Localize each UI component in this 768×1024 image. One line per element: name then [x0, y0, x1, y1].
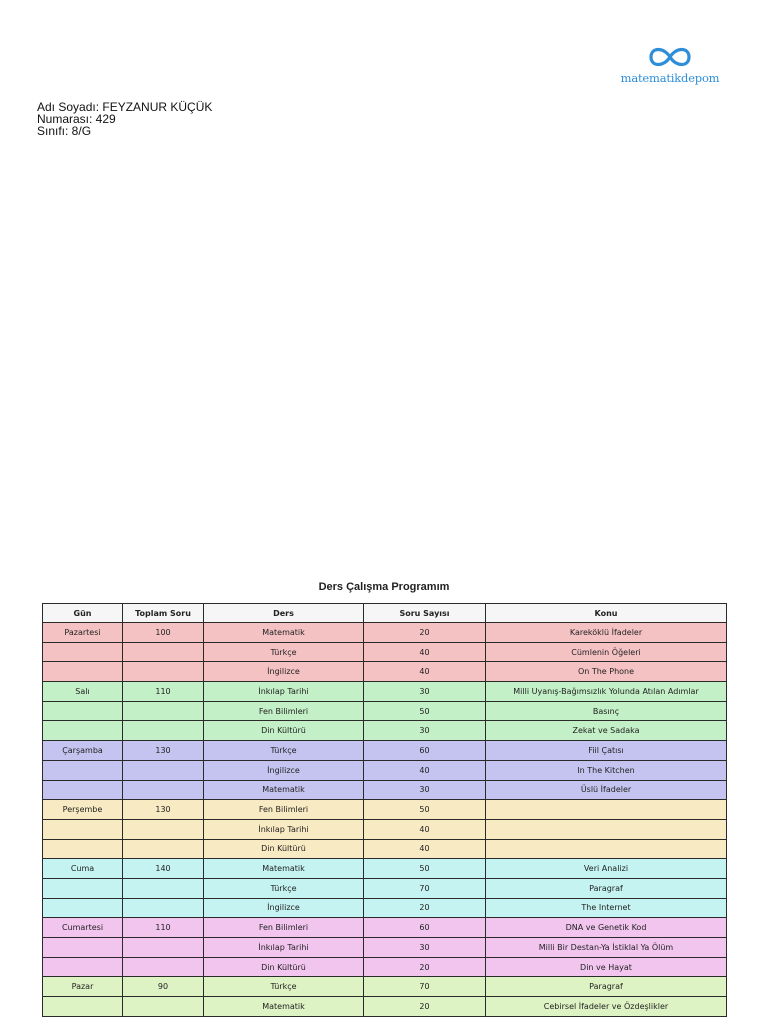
table-row	[42, 918, 727, 938]
cell-lesson: Matematik	[204, 781, 364, 801]
cell-count: 70	[364, 879, 486, 899]
cell-lesson: Fen Bilimleri	[204, 702, 364, 722]
cell-day	[42, 702, 123, 722]
cell-topic: Cümlenin Öğeleri	[486, 643, 727, 663]
student-number: Numarası: 429	[37, 112, 116, 126]
cell-total: 100	[123, 623, 204, 643]
study-schedule-table	[42, 603, 727, 1017]
cell-total	[123, 997, 204, 1017]
cell-total	[123, 899, 204, 919]
cell-total	[123, 761, 204, 781]
cell-count: 60	[364, 918, 486, 938]
cell-topic: Paragraf	[486, 879, 727, 899]
cell-day	[42, 820, 123, 840]
cell-topic: Veri Analizi	[486, 859, 727, 879]
cell-topic: Kareköklü İfadeler	[486, 623, 727, 643]
cell-lesson: Matematik	[204, 859, 364, 879]
cell-topic	[486, 800, 727, 820]
table-row	[42, 879, 727, 899]
table-row	[42, 761, 727, 781]
cell-day	[42, 662, 123, 682]
table-row	[42, 859, 727, 879]
cell-topic: Cebirsel İfadeler ve Özdeşlikler	[486, 997, 727, 1017]
cell-lesson: Matematik	[204, 997, 364, 1017]
cell-topic: Din ve Hayat	[486, 958, 727, 978]
cell-day: Salı	[42, 682, 123, 702]
table-row	[42, 741, 727, 761]
cell-total	[123, 702, 204, 722]
cell-topic: Paragraf	[486, 977, 727, 997]
table-row	[42, 958, 727, 978]
table-row	[42, 800, 727, 820]
cell-count: 70	[364, 977, 486, 997]
cell-count: 40	[364, 761, 486, 781]
cell-count: 20	[364, 899, 486, 919]
cell-count: 20	[364, 623, 486, 643]
cell-lesson: Türkçe	[204, 879, 364, 899]
table-row	[42, 938, 727, 958]
cell-total	[123, 840, 204, 860]
table-row	[42, 820, 727, 840]
header-topic: Konu	[486, 603, 727, 623]
student-name: Adı Soyadı: FEYZANUR KÜÇÜK	[37, 100, 213, 114]
cell-topic: Zekat ve Sadaka	[486, 721, 727, 741]
cell-day	[42, 643, 123, 663]
cell-lesson: Din Kültürü	[204, 840, 364, 860]
cell-count: 20	[364, 958, 486, 978]
cell-lesson: Türkçe	[204, 977, 364, 997]
student-info	[37, 101, 212, 137]
cell-day: Perşembe	[42, 800, 123, 820]
table-row	[42, 702, 727, 722]
cell-total	[123, 958, 204, 978]
cell-topic: Milli Bir Destan-Ya İstiklal Ya Ölüm	[486, 938, 727, 958]
cell-total	[123, 662, 204, 682]
cell-lesson: İngilizce	[204, 761, 364, 781]
logo-text: matematikdepom	[620, 71, 720, 85]
cell-lesson: Fen Bilimleri	[204, 800, 364, 820]
cell-total: 110	[123, 682, 204, 702]
cell-count: 30	[364, 938, 486, 958]
cell-total: 110	[123, 918, 204, 938]
cell-day	[42, 721, 123, 741]
cell-topic: Basınç	[486, 702, 727, 722]
cell-day: Cuma	[42, 859, 123, 879]
cell-total	[123, 938, 204, 958]
cell-day	[42, 761, 123, 781]
cell-day	[42, 997, 123, 1017]
cell-topic: Fiil Çatısı	[486, 741, 727, 761]
cell-total: 140	[123, 859, 204, 879]
cell-count: 30	[364, 682, 486, 702]
header-lesson: Ders	[204, 603, 364, 623]
cell-count: 50	[364, 800, 486, 820]
cell-lesson: Fen Bilimleri	[204, 918, 364, 938]
brand-logo	[620, 44, 720, 90]
cell-lesson: Matematik	[204, 623, 364, 643]
cell-lesson: İngilizce	[204, 662, 364, 682]
cell-lesson: Din Kültürü	[204, 721, 364, 741]
cell-total	[123, 643, 204, 663]
student-class: Sınıfı: 8/G	[37, 124, 92, 138]
cell-day	[42, 781, 123, 801]
table-header-row	[42, 603, 727, 623]
cell-count: 20	[364, 997, 486, 1017]
cell-count: 40	[364, 643, 486, 663]
table-row	[42, 662, 727, 682]
cell-total: 90	[123, 977, 204, 997]
table-row	[42, 997, 727, 1017]
cell-day: Pazar	[42, 977, 123, 997]
cell-day	[42, 879, 123, 899]
cell-count: 40	[364, 662, 486, 682]
table-row	[42, 643, 727, 663]
table-row	[42, 840, 727, 860]
schedule-title: Ders Çalışma Programım	[318, 581, 450, 593]
cell-topic: In The Kitchen	[486, 761, 727, 781]
cell-count: 40	[364, 820, 486, 840]
header-count: Soru Sayısı	[364, 603, 486, 623]
cell-lesson: İnkılap Tarihi	[204, 938, 364, 958]
cell-day	[42, 938, 123, 958]
cell-topic: Milli Uyanış-Bağımsızlık Yolunda Atılan Adımlar	[486, 682, 727, 702]
table-row	[42, 682, 727, 702]
table-row	[42, 623, 727, 643]
cell-total	[123, 879, 204, 899]
cell-day	[42, 840, 123, 860]
cell-topic	[486, 840, 727, 860]
cell-count: 40	[364, 840, 486, 860]
cell-day: Cumartesi	[42, 918, 123, 938]
header-day: Gün	[42, 603, 123, 623]
cell-lesson: İnkılap Tarihi	[204, 820, 364, 840]
header-total: Toplam Soru	[123, 603, 204, 623]
table-row	[42, 781, 727, 801]
cell-day: Pazartesi	[42, 623, 123, 643]
table-row	[42, 977, 727, 997]
cell-topic: On The Phone	[486, 662, 727, 682]
cell-topic: The Internet	[486, 899, 727, 919]
cell-total: 130	[123, 741, 204, 761]
table-row	[42, 721, 727, 741]
cell-lesson: Din Kültürü	[204, 958, 364, 978]
cell-topic: Üslü İfadeler	[486, 781, 727, 801]
cell-day	[42, 958, 123, 978]
cell-total	[123, 721, 204, 741]
cell-day: Çarşamba	[42, 741, 123, 761]
cell-count: 30	[364, 781, 486, 801]
cell-count: 50	[364, 859, 486, 879]
cell-lesson: İngilizce	[204, 899, 364, 919]
cell-topic: DNA ve Genetik Kod	[486, 918, 727, 938]
cell-day	[42, 899, 123, 919]
cell-total: 130	[123, 800, 204, 820]
cell-total	[123, 820, 204, 840]
cell-lesson: Türkçe	[204, 741, 364, 761]
infinity-icon	[645, 44, 695, 70]
cell-lesson: İnkılap Tarihi	[204, 682, 364, 702]
cell-count: 30	[364, 721, 486, 741]
cell-lesson: Türkçe	[204, 643, 364, 663]
cell-count: 50	[364, 702, 486, 722]
cell-total	[123, 781, 204, 801]
cell-count: 60	[364, 741, 486, 761]
cell-topic	[486, 820, 727, 840]
table-row	[42, 899, 727, 919]
